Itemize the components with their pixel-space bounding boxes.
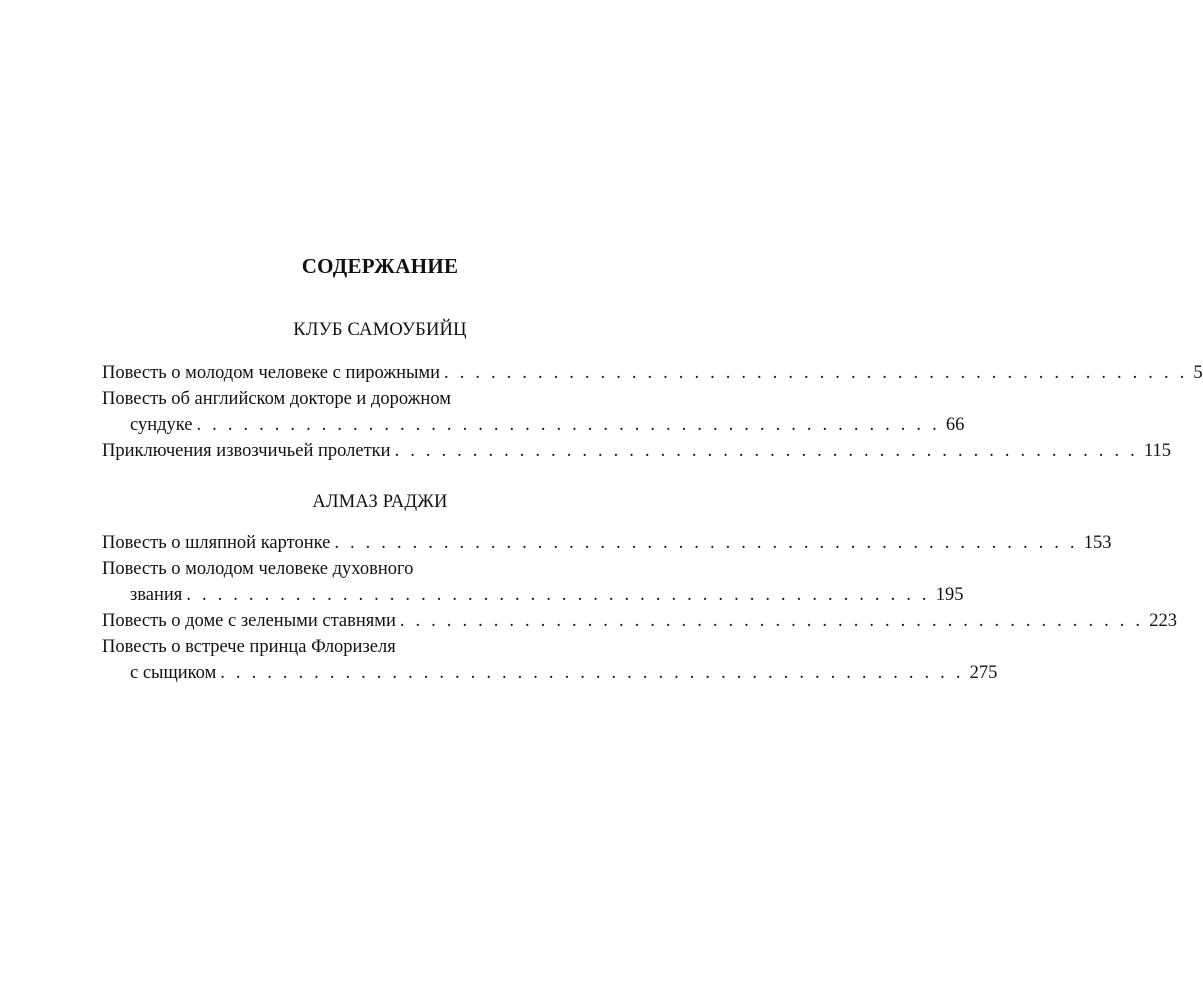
toc-entry bbox=[102, 608, 1177, 634]
dot-leader: . . . . . . . . . . . . . . . . . . . . . . . . . . . . . . . . . . . . . . . . . . . . . . . . bbox=[399, 611, 1144, 631]
section-heading-diamond: АЛМАЗ РАДЖИ bbox=[312, 492, 448, 512]
entry-title-line2: с сыщиком bbox=[130, 663, 217, 683]
toc-entry bbox=[102, 530, 1112, 556]
entry-page-number: 5 bbox=[1193, 363, 1203, 383]
toc-entry bbox=[102, 386, 965, 438]
entry-page-number: 275 bbox=[969, 663, 998, 683]
toc-entry bbox=[102, 360, 1203, 386]
entry-title: Повесть о шляпной картонке bbox=[102, 533, 331, 553]
dot-leader: . . . . . . . . . . . . . . . . . . . . . . . . . . . . . . . . . . . . . . . . . . . . . . . . bbox=[394, 441, 1138, 461]
section-heading-club: КЛУБ САМОУБИЙЦ bbox=[293, 320, 467, 340]
entry-page-number: 153 bbox=[1083, 533, 1112, 553]
entry-title: Приключения извозчичьей пролетки bbox=[102, 441, 391, 461]
entry-title: Повесть о молодом человеке с пирожными bbox=[102, 363, 441, 383]
entry-title-line2: звания bbox=[130, 585, 183, 605]
toc-entry bbox=[102, 634, 998, 686]
dot-leader: . . . . . . . . . . . . . . . . . . . . . . . . . . . . . . . . . . . . . . . . . . . . . . . . bbox=[186, 585, 930, 605]
dot-leader: . . . . . . . . . . . . . . . . . . . . . . . . . . . . . . . . . . . . . . . . . . . . . . . . bbox=[220, 663, 964, 683]
toc-list-club bbox=[102, 360, 1203, 464]
entry-title: Повесть о доме с зелеными ставнями bbox=[102, 611, 396, 631]
entry-page-number: 195 bbox=[935, 585, 964, 605]
entry-title-line1: Повесть об английском докторе и дорожном bbox=[102, 389, 451, 409]
entry-title-line2: сундуке bbox=[130, 415, 193, 435]
toc-entry bbox=[102, 438, 1172, 464]
dot-leader: . . . . . . . . . . . . . . . . . . . . . . . . . . . . . . . . . . . . . . . . . . . . . . . . bbox=[196, 415, 940, 435]
toc-list-diamond bbox=[102, 530, 1177, 686]
entry-page-number: 115 bbox=[1143, 441, 1172, 461]
dot-leader: . . . . . . . . . . . . . . . . . . . . . . . . . . . . . . . . . . . . . . . . . . . . . . . . bbox=[334, 533, 1078, 553]
entry-page-number: 66 bbox=[945, 415, 965, 435]
page-title: СОДЕРЖАНИЕ bbox=[301, 254, 459, 278]
entry-page-number: 223 bbox=[1149, 611, 1177, 631]
toc-entry bbox=[102, 556, 964, 608]
entry-title-line1: Повесть о встрече принца Флоризеля bbox=[102, 637, 396, 657]
dot-leader: . . . . . . . . . . . . . . . . . . . . . . . . . . . . . . . . . . . . . . . . . . . . . . . . bbox=[444, 363, 1188, 383]
entry-title-line1: Повесть о молодом человеке духовного bbox=[102, 559, 414, 579]
